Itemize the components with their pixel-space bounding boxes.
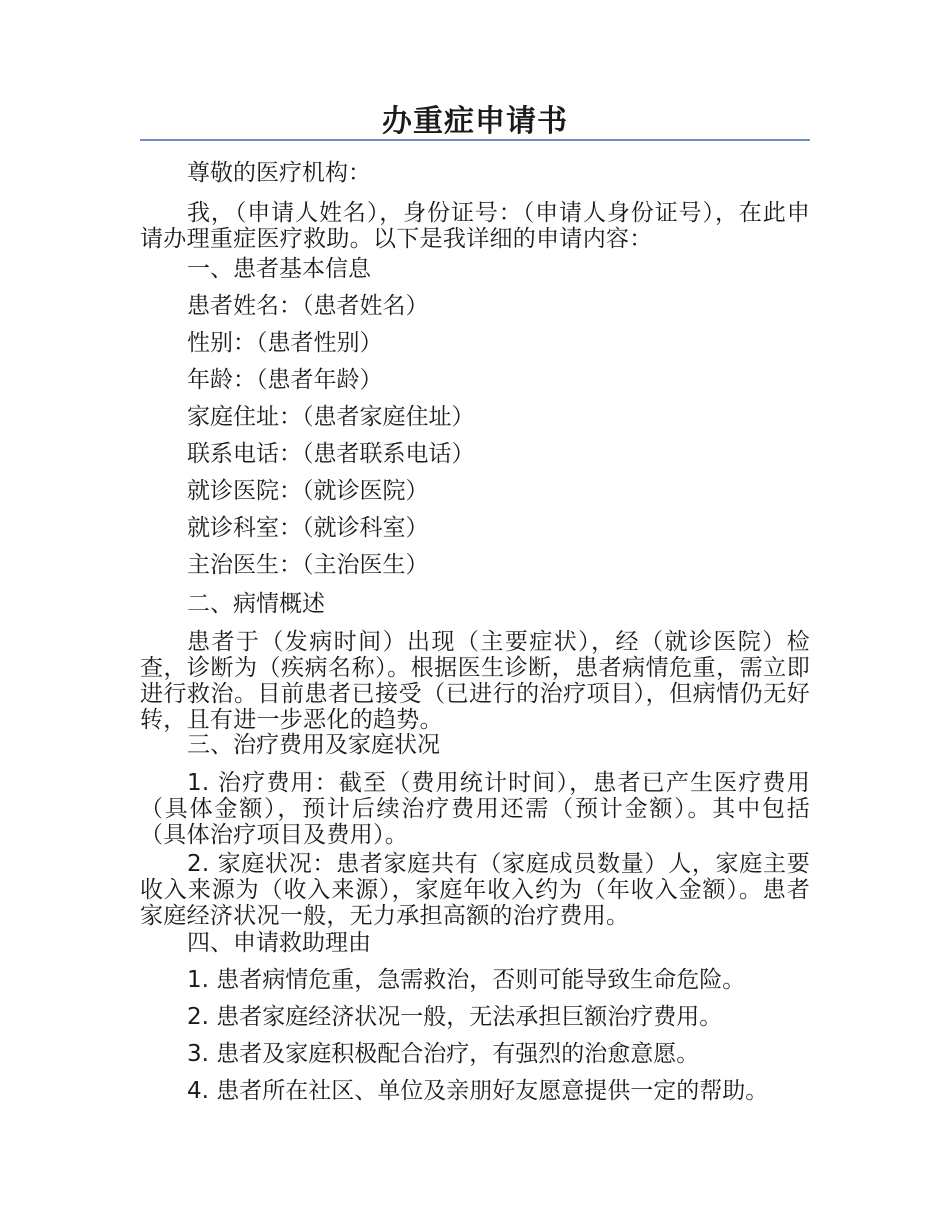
section2-heading: 二、病情概述 (187, 591, 325, 617)
section4-heading: 四、申请救助理由 (187, 930, 371, 956)
condition-paragraph: 患者于（发病时间）出现（主要症状），经（就诊医院）检查，诊断为（疾病名称）。根据医生诊断，患者病情危重，需立即进行救治。目前患者已接受（已进行的治疗项目），但病情仍无好转，且有进一步恶化的趋势。 (140, 629, 810, 733)
field-phone: 联系电话：（患者联系电话） (187, 441, 475, 467)
section1-heading: 一、患者基本信息 (187, 256, 371, 282)
title-underline (140, 139, 810, 141)
reason-item-2: 2. 患者家庭经济状况一般，无法承担巨额治疗费用。 (187, 1004, 723, 1030)
field-department: 就诊科室：（就诊科室） (187, 515, 429, 541)
salutation: 尊敬的医疗机构： (187, 160, 371, 186)
document-title: 办重症申请书 (382, 104, 568, 139)
field-hospital: 就诊医院：（就诊医院） (187, 478, 429, 504)
section3-heading: 三、治疗费用及家庭状况 (187, 732, 440, 758)
field-doctor: 主治医生：（主治医生） (187, 552, 429, 578)
field-patient-gender: 性别：（患者性别） (187, 330, 383, 356)
cost-paragraph: 1. 治疗费用：截至（费用统计时间），患者已产生医疗费用（具体金额），预计后续治疗费用还需（预计金额）。其中包括（具体治疗项目及费用）。 (140, 770, 810, 848)
field-patient-age: 年龄：（患者年龄） (187, 367, 383, 393)
reason-item-3: 3. 患者及家庭积极配合治疗，有强烈的治愈意愿。 (187, 1041, 700, 1067)
family-paragraph: 2. 家庭状况：患者家庭共有（家庭成员数量）人，家庭主要收入来源为（收入来源），家庭年收入约为（年收入金额）。患者家庭经济状况一般，无力承担高额的治疗费用。 (140, 851, 810, 929)
reason-item-1: 1. 患者病情危重，急需救治，否则可能导致生命危险。 (187, 967, 746, 993)
field-patient-name: 患者姓名：（患者姓名） (187, 293, 429, 319)
field-home-address: 家庭住址：（患者家庭住址） (187, 404, 475, 430)
reason-item-4: 4. 患者所在社区、单位及亲朋好友愿意提供一定的帮助。 (187, 1078, 769, 1104)
intro-paragraph: 我，（申请人姓名），身份证号：（申请人身份证号），在此申请办理重症医疗救助。以下是我详细的申请内容： (140, 200, 810, 252)
